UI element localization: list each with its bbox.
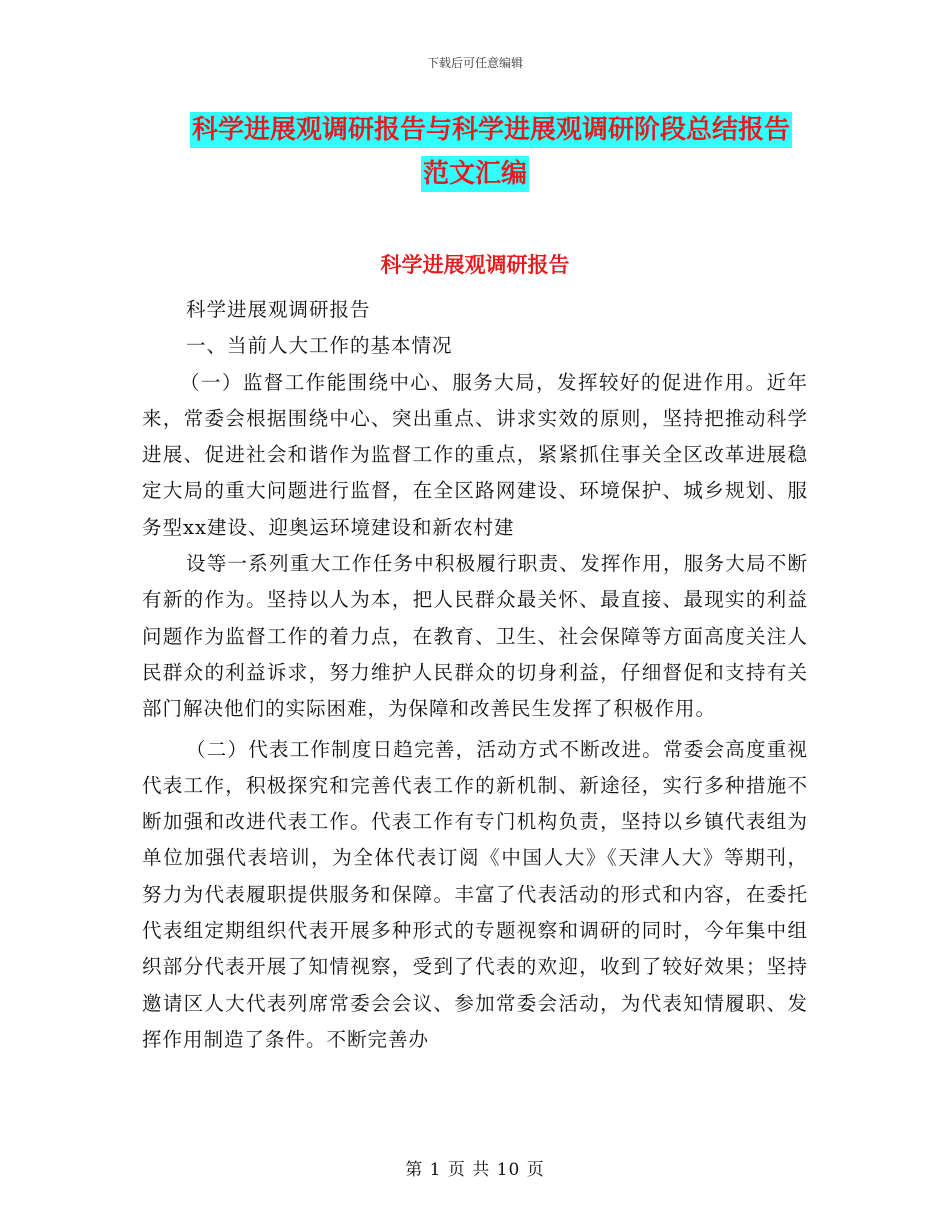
paragraph-supervision: （一）监督工作能围绕中心、服务大局，发挥较好的促进作用。近年来，常委会根据围绕中心、突出重点、讲求实效的原则，坚持把推动科学进展、促进社会和谐作为监督工作的重点，紧紧抓住事关全区改革进展稳定大局的重大问题进行监督，在全区路网建设、环境保护、城乡规划、服务型xx建设、迎奥运环境建设和新农村建 xyxy=(142,370,808,539)
paragraph-section-one-heading: 一、当前人大工作的基本情况 xyxy=(186,334,453,358)
paragraph-report-heading: 科学进展观调研报告 xyxy=(186,298,371,321)
document-title-line-2 xyxy=(0,156,950,192)
page-footer: 第 1 页 共 10 页 xyxy=(405,1160,545,1180)
paragraph-representative-work: （二）代表工作制度日趋完善，活动方式不断改进。常委会高度重视代表工作，积极探究和完善代表工作的新机制、新途径，实行多种措施不断加强和改进代表工作。代表工作有专门机构负责，坚持以乡镇代表组为单位加强代表培训，为全体代表订阅《中国人大》《天津人大》等期刊，努力为代表履职提供服务和保障。丰富了代表活动的形式和内容，在委托代表组定期组织代表开展多种形式的专题视察和调研的同时，今年集中组织部分代表开展了知情视察，受到了代表的欢迎，收到了较好效果；坚持邀请区人大代表列席常委会会议、参加常委会活动，为代表知情履职、发挥作用制造了条件。不断完善办 xyxy=(142,737,808,1051)
document-title-text-2: 范文汇编 xyxy=(421,156,529,192)
document-title-text-1: 科学进展观调研报告与科学进展观调研阶段总结报告 xyxy=(190,112,792,148)
paragraph-supervision-continued: 设等一系列重大工作任务中积极履行职责、发挥作用，服务大局不断有新的作为。坚持以人为本，把人民群众最关怀、最直接、最现实的利益问题作为监督工作的着力点，在教育、卫生、社会保障等方面高度关注人民群众的利益诉求，努力维护人民群众的切身利益，仔细督促和支持有关部门解决他们的实际困难，为保障和改善民生发挥了积极作用。 xyxy=(142,552,808,721)
section-title: 科学进展观调研报告 xyxy=(380,253,570,277)
document-title-line-1 xyxy=(16,112,950,148)
document-body xyxy=(142,292,808,1058)
header-note: 下载后可任意编辑 xyxy=(426,56,523,70)
